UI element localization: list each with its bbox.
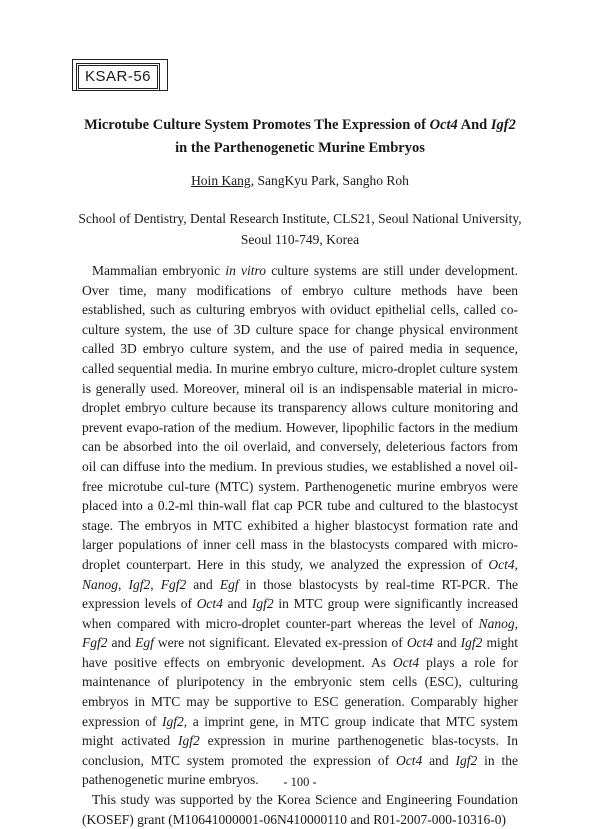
affiliation	[72, 208, 528, 250]
affiliation-line2: Seoul 110-749, Korea	[240, 232, 360, 247]
affiliation-line1: School of Dentistry, Dental Research Institute, CLS21, Seoul National University,	[78, 211, 522, 226]
title-line2: in the Parthenogenetic Murine Embryos	[175, 140, 425, 156]
co-authors: , SangKyu Park, Sangho Roh	[250, 173, 409, 188]
abstract-paragraph: Mammalian embryonic in vitro culture systems are still under development. Over time, many modifications of embryo culture methods have been established, such as culturing embryos with oviduct epithelial cells, called co-culture system, the use of 3D culture space for change physical environment called 3D embryo culture system, and the use of paired media in sequence, called sequential media. In murine embryo culture, micro-droplet culture system is generally used. Moreover, mineral oil is an indispensable material in micro-droplet embryo culture because its transparency allows culture monitoring and prevent evapo-ration of the medium. However, lipophilic factors in the medium can be absorbed into the oil overlaid, and conversely, deleterious factors from oil can diffuse into the medium. In previous studies, we established a novel oil-free microtube cul-ture (MTC) system. Parthenogenetic murine embryos were placed into a 0.2-ml thin-wall flat cap PCR tube and cultured to the blastocyst stage. The embryos in MTC exhibited a higher blastocyst formation rate and larger populations of inner cell mass in the blastocysts compared with micro-droplet counterpart. Here in this study, we analyzed the expression of Oct4, Nanog, Igf2, Fgf2 and Egf in those blastocysts by real-time RT-PCR. The expression levels of Oct4 and Igf2 in MTC group were significantly increased when compared with micro-droplet counter-part whereas the level of Nanog, Fgf2 and Egf were not significant. Elevated ex-pression of Oct4 and Igf2 might have positive effects on embryonic development. As Oct4 plays a role for maintenance of pluripotency in the embryonic stem cells (ESC), culturing embryos in MTC may be supportive to ESC generation. Comparably higher expression of Igf2, a imprint gene, in MTC group indicate that MTC system might activated Igf2 expression in murine parthenogenetic blas-tocysts. In conclusion, MTC system promoted the expression of Oct4 and Igf2 in the pathenogenetic murine embryos.	[82, 263, 519, 788]
presenting-author: Hoin Kang	[191, 173, 251, 188]
abstract-code-badge: KSAR-56	[76, 63, 160, 91]
abstract-body	[82, 261, 518, 829]
acknowledgement: This study was supported by the Korea Science and Engineering Foundation (KOSEF) grant (M10641000001-06N410000110 and R01-2007-000-10316-0)	[82, 792, 518, 827]
page-number: - 100 -	[283, 775, 317, 789]
author-list	[60, 172, 540, 190]
title-line1: Microtube Culture System Promotes The Expression of Oct4 And Igf2	[84, 117, 516, 133]
paper-title	[60, 114, 540, 160]
